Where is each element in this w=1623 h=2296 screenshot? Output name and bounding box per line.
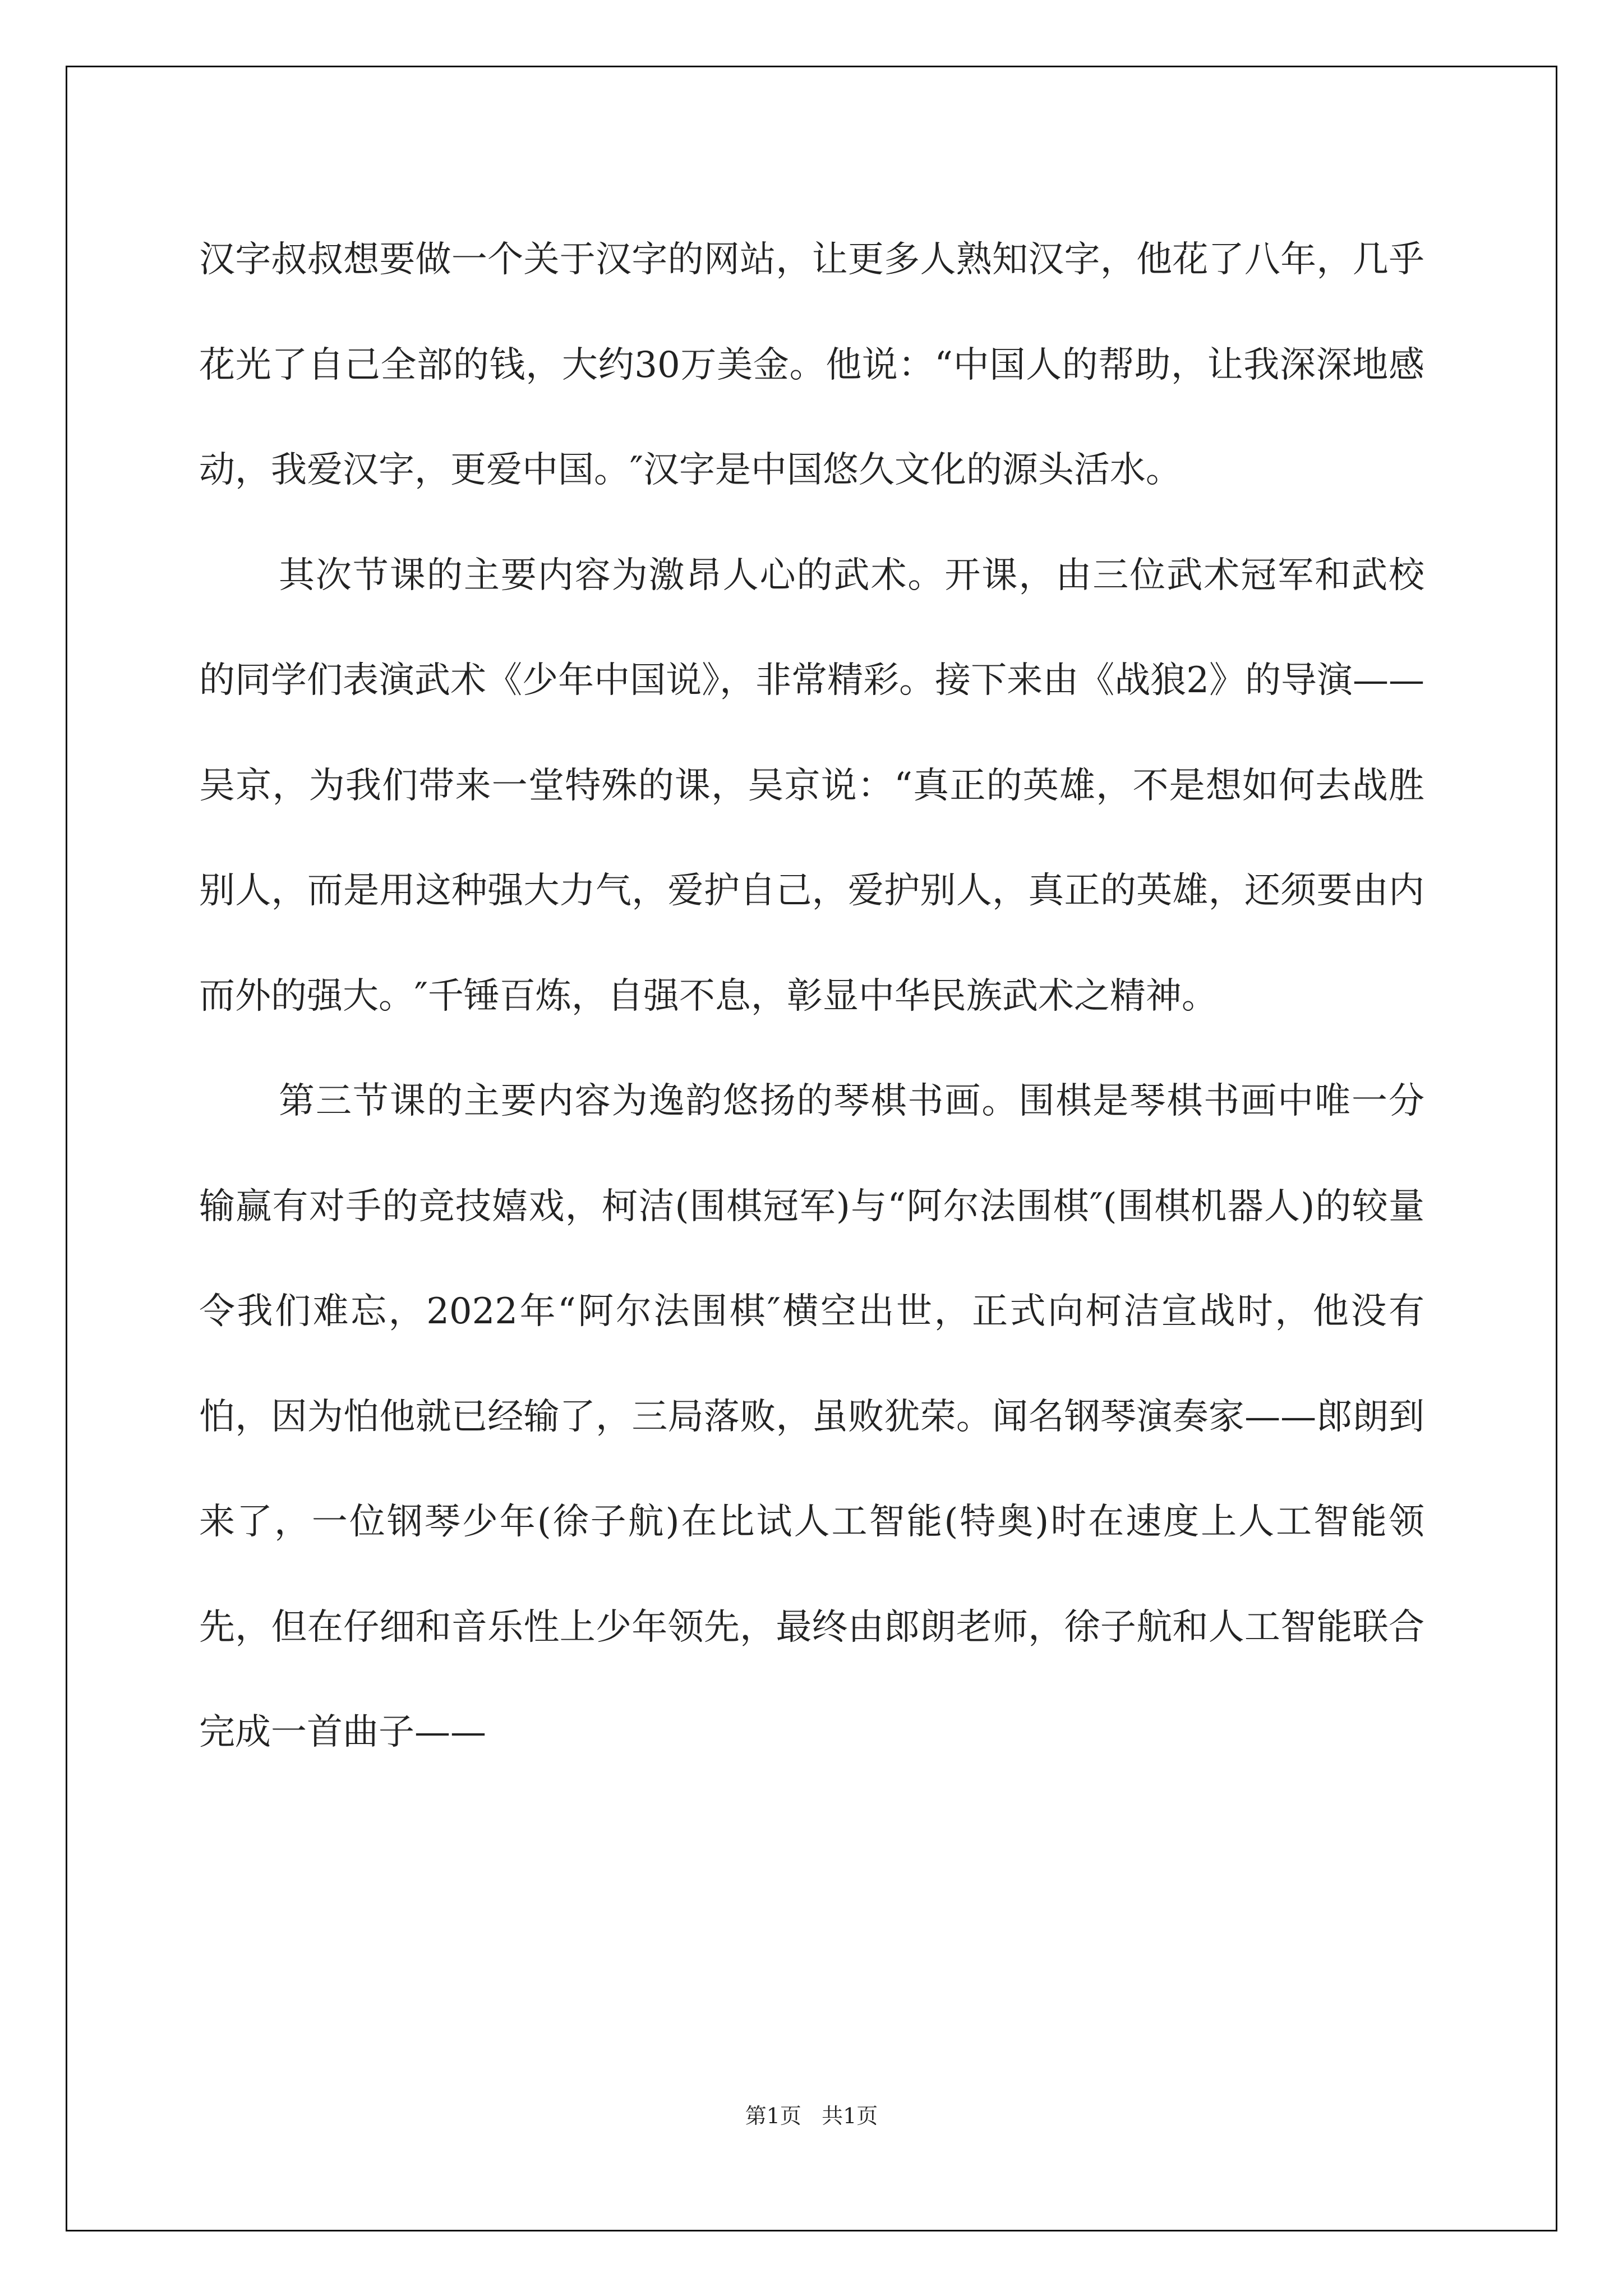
- paragraph-1: 汉字叔叔想要做一个关于汉字的网站，让更多人熟知汉字，他花了八年，几乎花光了自己全部的钱，大约30万美金。他说：“中国人的帮助，让我深深地感动，我爱汉字，更爱中国。″汉字是中国悠久文化的源头活水。: [199, 239, 1424, 491]
- page-footer: [0, 2102, 1623, 2129]
- paragraph-3: 第三节课的主要内容为逸韵悠扬的琴棋书画。围棋是琴棋书画中唯一分输赢有对手的竞技嬉戏，柯洁(围棋冠军)与“阿尔法围棋″(围棋机器人)的较量令我们难忘，2022年“阿尔法围棋″横空出世，正式向柯洁宣战时，他没有怕，因为怕他就已经输了，三局落败，虽败犹荣。闻名钢琴演奏家——郎朗到来了，一位钢琴少年(徐子航)在比试人工智能(特奥)时在速度上人工智能领先，但在仔细和音乐性上少年领先，最终由郎朗老师，徐子航和人工智能联合完成一首曲子——: [199, 1080, 1424, 1753]
- paragraph-2: 其次节课的主要内容为激昂人心的武术。开课，由三位武术冠军和武校的同学们表演武术《少年中国说》，非常精彩。接下来由《战狼2》的导演——吴京，为我们带来一堂特殊的课，吴京说：“真正的英雄，不是想如何去战胜别人，而是用这种强大力气，爱护自己，爱护别人，真正的英雄，还须要由内而外的强大。″千锤百炼，自强不息，彰显中华民族武术之精神。: [199, 554, 1424, 1017]
- page-number: 第1页: [745, 2104, 801, 2128]
- document-body: [199, 208, 1424, 1786]
- page-total: 共1页: [822, 2104, 878, 2128]
